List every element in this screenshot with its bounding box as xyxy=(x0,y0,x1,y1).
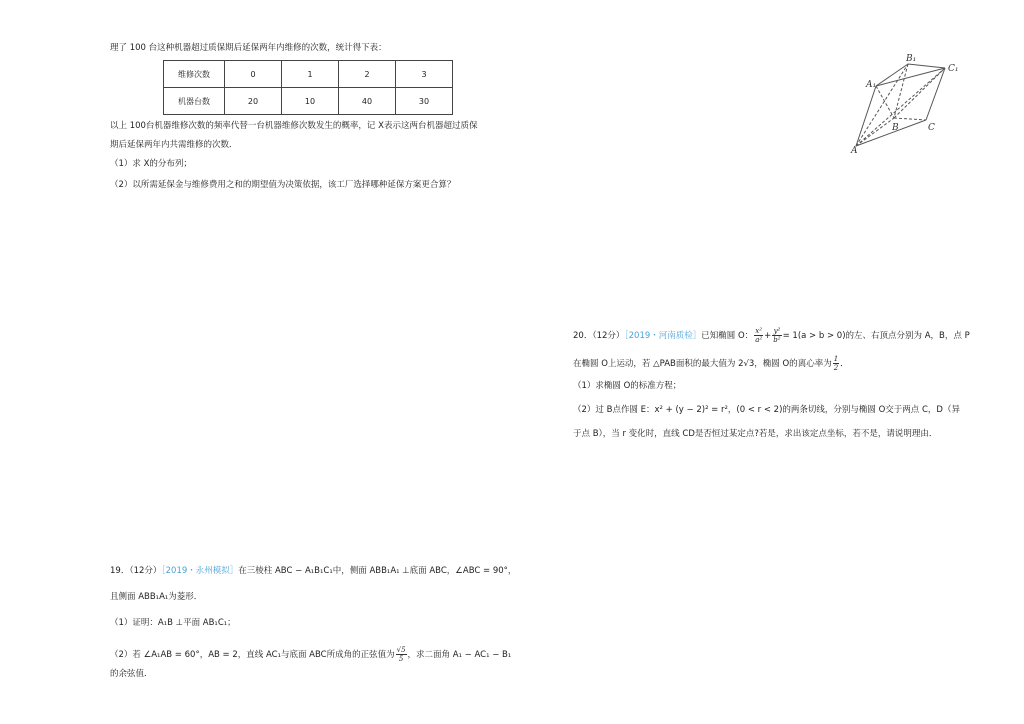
table-row-header: 机器台数 xyxy=(164,88,225,115)
edge-b-c1 xyxy=(894,68,945,118)
problem20-q1: （1）求椭圆 O的标准方程； xyxy=(573,381,682,391)
ellipse-y-fraction: $\frac{\text{y²}}{\text{b²}}$ xyxy=(773,327,781,344)
label-a1: A₁ xyxy=(866,80,877,90)
problem18-q2: （2）以所需延保金与维修费用之和的期望值为决策依据，该工厂选择哪种延保方案更合算？ xyxy=(110,180,456,190)
sine-fraction: $\frac{√5}{5}$ xyxy=(396,646,406,663)
edge-a-c xyxy=(856,120,926,146)
problem20-source-link[interactable]: ［2019・河南质检］ xyxy=(624,331,702,341)
label-b: B xyxy=(892,123,899,133)
table-row xyxy=(164,61,453,88)
problem19-line2: 且侧面 ABB₁A₁为菱形． xyxy=(110,592,203,602)
problem19-source-link[interactable]: ［2019・永州模拟］ xyxy=(161,566,239,576)
table-cell: 3 xyxy=(396,61,453,88)
edge-a1-a xyxy=(856,86,876,146)
problem20-q2-line2: 于点 B），当 r 变化时，直线 CD是否恒过某定点?若是，求出该定点坐标，若不是，请说明理由． xyxy=(573,429,938,439)
problem19-number: 19．（12分） xyxy=(110,566,162,576)
table-cell: 30 xyxy=(396,88,453,115)
problem20-line1 xyxy=(573,327,970,344)
problem18-intro: 理了 100 台这种机器超过质保期后延保两年内维修的次数，统计得下表： xyxy=(110,43,387,53)
problem19-line1 xyxy=(110,565,516,577)
ellipse-x-fraction: $\frac{\text{x²}}{\text{a²}}$ xyxy=(755,327,763,344)
label-c1: C₁ xyxy=(948,64,959,74)
edge-a-b1 xyxy=(856,64,908,146)
label-c: C xyxy=(928,123,935,133)
problem19-q2-line2: 的余弦值． xyxy=(110,669,153,679)
problem20-line2 xyxy=(573,355,849,372)
problem19-text: （2）若 ∠A₁AB = 60°，AB = 2，直线 AC₁与底面 ABC所成角的正弦值为 xyxy=(110,650,395,660)
problem19-q1: （1）证明：A₁B ⊥平面 AB₁C₁； xyxy=(110,618,236,628)
problem19-text: ，求二面角 A₁ − AC₁ − B₁ xyxy=(407,650,512,660)
problem19-text: 在三棱柱 ABC − A₁B₁C₁中，侧面 ABB₁A₁ ⊥底面 ABC，∠ABC = 90°， xyxy=(238,566,517,576)
table-cell: 40 xyxy=(339,88,396,115)
problem20-text: ． xyxy=(840,359,849,369)
eccentricity-fraction: $\frac{1}{2}$ xyxy=(833,355,839,372)
problem20-number: 20．（12分） xyxy=(573,331,625,341)
table-cell: 0 xyxy=(225,61,282,88)
plus-sign: + xyxy=(764,331,772,341)
problem20-text: 已知椭圆 O： xyxy=(701,331,754,341)
table-cell: 2 xyxy=(339,61,396,88)
table-row-header: 维修次数 xyxy=(164,61,225,88)
problem18-text1: 以上 100台机器维修次数的频率代替一台机器维修次数发生的概率，记 X表示这两台机器超过质保 xyxy=(110,121,478,131)
table-cell: 20 xyxy=(225,88,282,115)
table-cell: 10 xyxy=(282,88,339,115)
problem19-q2-line1 xyxy=(110,646,511,663)
problem20-text: 在椭圆 O上运动，若 △PAB面积的最大值为 2√3，椭圆 O的离心率为 xyxy=(573,359,832,369)
edge-a1-c1 xyxy=(876,68,945,86)
table-row xyxy=(164,88,453,115)
problem20-q2-line1: （2）过 B点作圆 E：x² + (y − 2)² = r²，(0 < r < 2)的两条切线，分别与椭圆 O交于两点 C，D（异 xyxy=(573,405,960,415)
problem18-q1: （1）求 X的分布列； xyxy=(110,159,192,169)
edge-a-b xyxy=(856,118,894,146)
edge-a1-b1 xyxy=(876,64,908,86)
label-a: A xyxy=(851,146,858,156)
prism-figure xyxy=(842,50,972,160)
edge-b1-c1 xyxy=(908,64,945,68)
table-cell: 1 xyxy=(282,61,339,88)
repair-count-table xyxy=(163,60,453,115)
label-b1: B₁ xyxy=(906,54,917,64)
edge-b-c xyxy=(894,118,926,120)
problem18-text2: 期后延保两年内共需维修的次数． xyxy=(110,140,238,150)
problem20-text: = 1(a > b > 0)的左、右顶点分别为 A，B，点 P xyxy=(782,331,970,341)
